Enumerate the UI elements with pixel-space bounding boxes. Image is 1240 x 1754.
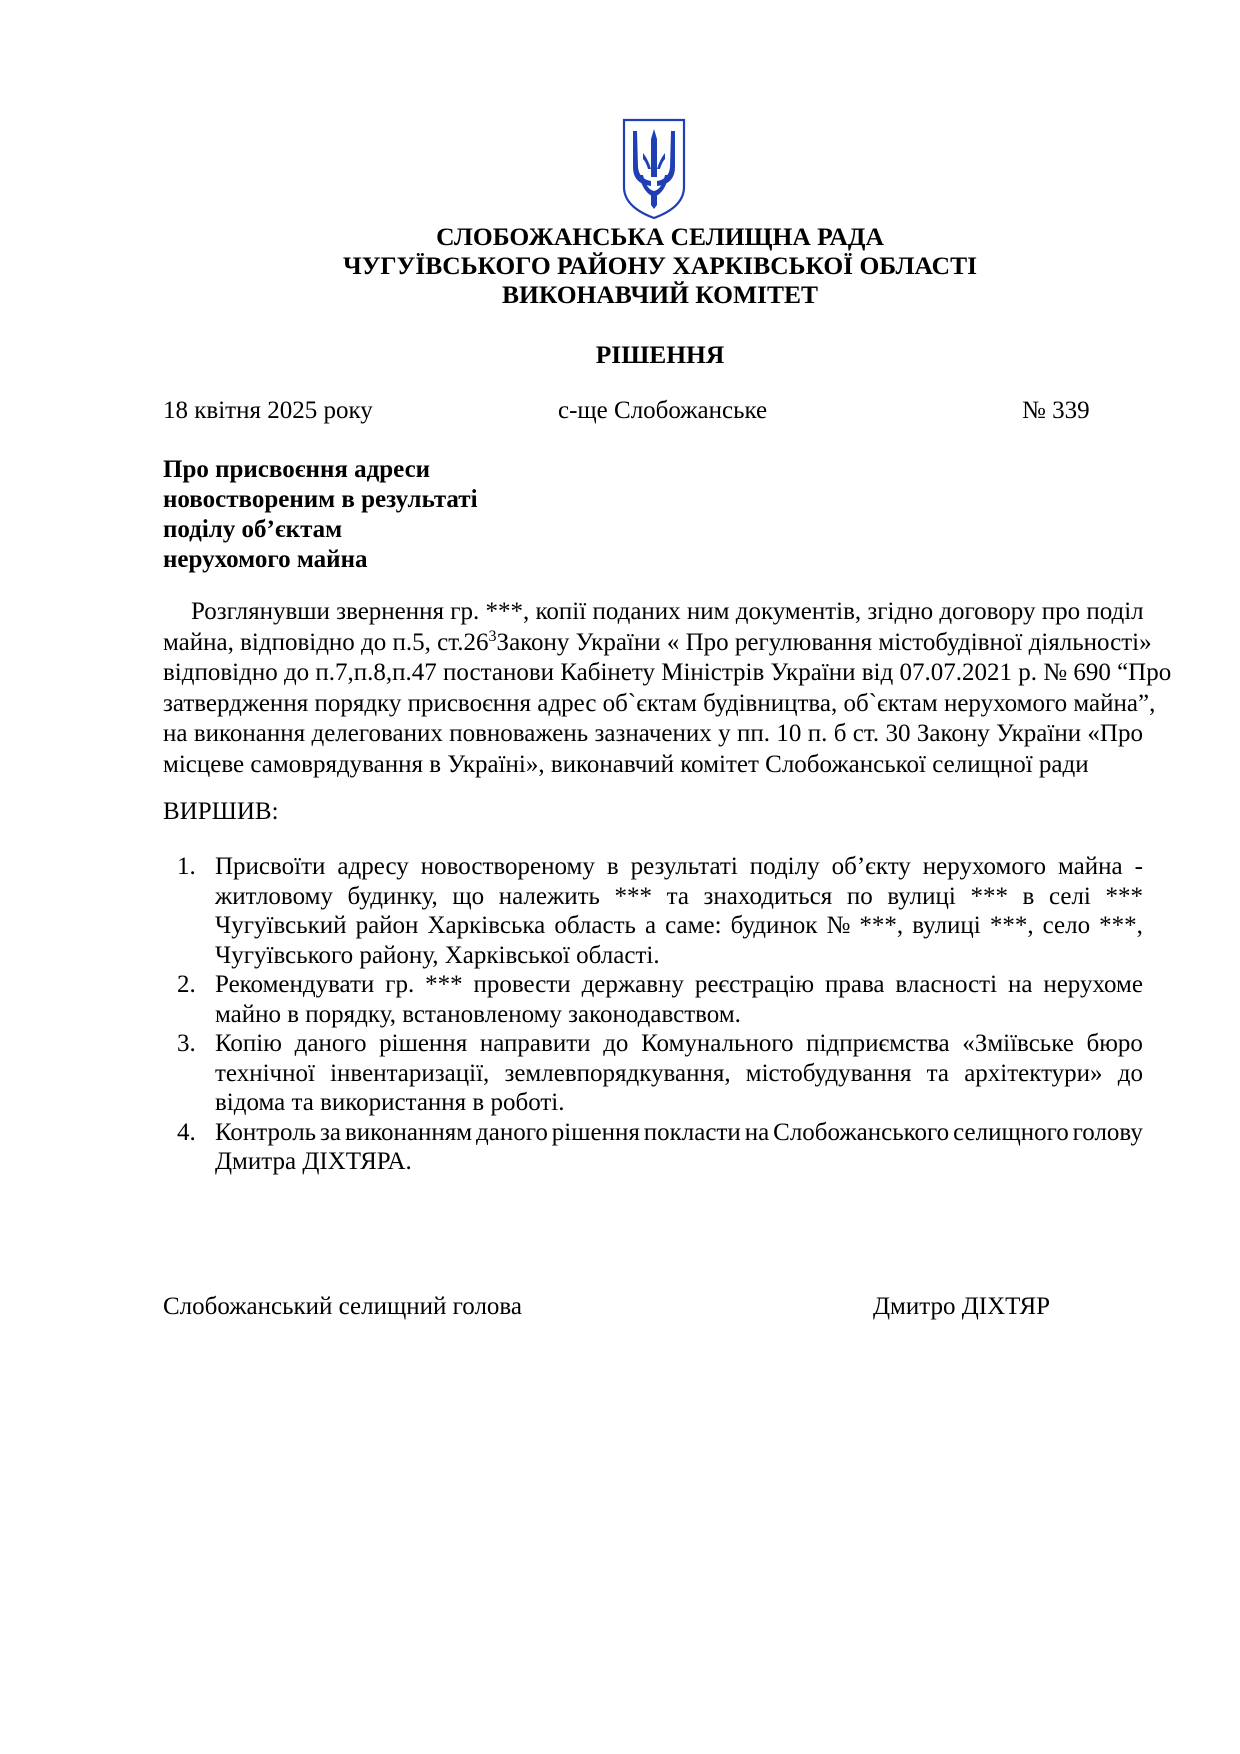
document-place: с-ще Слобожанське — [558, 397, 768, 424]
word: область — [554, 912, 636, 939]
word: власності — [895, 971, 998, 998]
word: будинку, — [347, 882, 438, 910]
word: поділу — [749, 853, 820, 880]
signatory-role: Слобожанський селищний голова — [163, 1293, 522, 1320]
decision-item-line — [215, 1059, 1143, 1089]
word: в — [1022, 882, 1035, 910]
subject-line: поділу об’єктам — [163, 516, 343, 543]
decision-item-number: 3. — [177, 1030, 196, 1057]
word: саме: — [665, 912, 722, 939]
word: ***, — [1099, 912, 1143, 939]
word: результаті — [630, 853, 738, 880]
word: архітектури» — [964, 1059, 1103, 1087]
word: вулиці — [887, 882, 956, 910]
word: Присвоїти — [215, 853, 326, 880]
word: ***, — [989, 912, 1034, 939]
word: виконанням — [344, 1118, 473, 1146]
word: землевпорядкування, — [504, 1059, 731, 1087]
word: - — [1134, 853, 1143, 880]
preamble-line: на виконання делегованих повноважень зазначених у пп. 10 п. б ст. 30 Закону України «Про — [163, 720, 1143, 747]
decision-item-number: 4. — [177, 1118, 196, 1146]
word: знаходиться — [703, 882, 833, 910]
decision-item-line — [215, 970, 1143, 1000]
document-type-title: РІШЕННЯ — [595, 340, 725, 369]
preamble-line: Розглянувши звернення гр. ***, копії поданих ним документів, згідно договору про поділ — [191, 598, 1144, 625]
word: рішення — [551, 1118, 640, 1146]
word: «Зміївське — [962, 1030, 1074, 1057]
word: інвентаризації, — [330, 1059, 490, 1087]
word: житловому — [215, 882, 333, 910]
decision-item-line: відома та використання в роботі. — [215, 1089, 565, 1116]
word: та — [926, 1059, 949, 1087]
word: новоствореному — [420, 853, 595, 880]
word: майна — [1057, 853, 1123, 880]
word: *** — [970, 882, 1008, 910]
word: нерухоме — [1043, 971, 1143, 998]
decision-item-line: Чугуївського району, Харківської області. — [215, 941, 660, 969]
word: технічної — [215, 1059, 315, 1087]
subject-line: Про присвоєння адреси — [163, 456, 431, 483]
decision-item-number: 1. — [177, 853, 196, 880]
word: в — [606, 853, 619, 880]
word: державну — [581, 971, 684, 998]
word: вулиці — [912, 912, 981, 939]
word: ***, — [859, 912, 904, 939]
word: даного — [294, 1030, 367, 1057]
word: будинок — [730, 912, 818, 939]
trident-coat-of-arms-icon — [621, 117, 687, 221]
decision-item-line — [215, 1029, 1143, 1059]
word: об’єкту — [831, 853, 911, 880]
word: підприємства — [806, 1030, 950, 1057]
decision-item-line — [215, 911, 1143, 941]
word: за — [320, 1118, 342, 1146]
word: село — [1042, 912, 1091, 939]
document-subject — [163, 455, 478, 575]
word: належить — [498, 882, 600, 910]
word: адресу — [337, 853, 409, 880]
decision-item-line — [215, 852, 1143, 882]
word: район — [355, 912, 419, 939]
word: рішення — [379, 1030, 468, 1057]
decision-item-line — [215, 882, 1143, 912]
decision-item-number: 2. — [177, 971, 196, 998]
word: по — [846, 882, 873, 910]
document-date: 18 квітня 2025 року — [163, 397, 373, 424]
word: Харківська — [427, 912, 546, 939]
word: *** — [614, 882, 653, 910]
word: покласти — [643, 1118, 741, 1146]
word: реєстрацію — [694, 971, 815, 998]
preamble-paragraph — [163, 597, 1172, 780]
preamble-line: місцеве самоврядування в Україні», виконавчий комітет Слобожанської селищної ради — [163, 750, 1089, 778]
word: селі — [1048, 882, 1091, 910]
decision-items-list — [163, 852, 1143, 1177]
preamble-line — [163, 627, 1152, 659]
preamble-text: майна, відповідно до п.5, ст.26 — [163, 628, 489, 656]
word: бюро — [1086, 1030, 1143, 1057]
preamble-line: відповідно до п.7,п.8,п.47 постанови Кабінету Міністрів України від 07.07.2021 р. № 690 “Про — [163, 659, 1172, 686]
header-committee-name: ВИКОНАВЧИЙ КОМІТЕТ — [502, 280, 818, 309]
decision-item-line: майно в порядку, встановленому законодавством. — [215, 1000, 741, 1028]
word: направити — [479, 1030, 591, 1057]
word: на — [744, 1118, 770, 1146]
organization-header — [0, 222, 1240, 309]
signatory-name: Дмитро ДІХТЯР — [873, 1293, 1051, 1320]
decision-item-line — [215, 1118, 1143, 1148]
word: Копію — [215, 1030, 282, 1057]
word: селищного — [953, 1118, 1069, 1146]
header-council-name: СЛОБОЖАНСЬКА СЕЛИЩНА РАДА — [436, 222, 884, 251]
word: права — [824, 971, 885, 998]
word: до — [603, 1030, 629, 1057]
word: провести — [473, 971, 571, 998]
word: що — [452, 882, 485, 910]
decision-item — [163, 852, 1143, 970]
subject-line: нерухомого майна — [163, 546, 368, 573]
word: до — [1117, 1059, 1143, 1087]
word: гр. — [385, 971, 415, 998]
decision-item — [163, 1029, 1143, 1118]
word: № — [826, 912, 851, 939]
preamble-text: Закону України « Про регулювання містобудівної діяльності» — [496, 628, 1152, 656]
word: голову — [1072, 1118, 1143, 1146]
word: *** — [425, 971, 463, 998]
word: даного — [476, 1118, 548, 1146]
preamble-line: затвердження порядку присвоєння адрес об`єктам будівництва, об`єктам нерухомого майна”, — [163, 689, 1156, 717]
preamble-line-segment — [163, 628, 497, 659]
word: *** — [1105, 882, 1143, 910]
word: та — [666, 882, 689, 910]
decision-item — [163, 970, 1143, 1029]
word: на — [1007, 971, 1033, 998]
word: містобудування — [745, 1059, 912, 1087]
superscript-number: 3 — [488, 627, 497, 645]
word: Контроль — [215, 1118, 317, 1146]
word: Комунального — [641, 1030, 794, 1057]
word: а — [644, 912, 657, 939]
decision-heading: ВИРШИВ: — [163, 798, 279, 825]
decision-item — [163, 1118, 1143, 1177]
word: Слобожанського — [773, 1118, 950, 1146]
document-number: № 339 — [1022, 397, 1090, 424]
subject-line: новоствореним в результаті — [163, 486, 478, 513]
word: нерухомого — [922, 853, 1046, 880]
header-district-name: ЧУГУЇВСЬКОГО РАЙОНУ ХАРКІВСЬКОЇ ОБЛАСТІ — [342, 251, 978, 280]
word: Чугуївський — [215, 912, 347, 939]
word: Рекомендувати — [215, 971, 375, 998]
decision-item-line: Дмитра ДІХТЯРА. — [215, 1148, 412, 1175]
